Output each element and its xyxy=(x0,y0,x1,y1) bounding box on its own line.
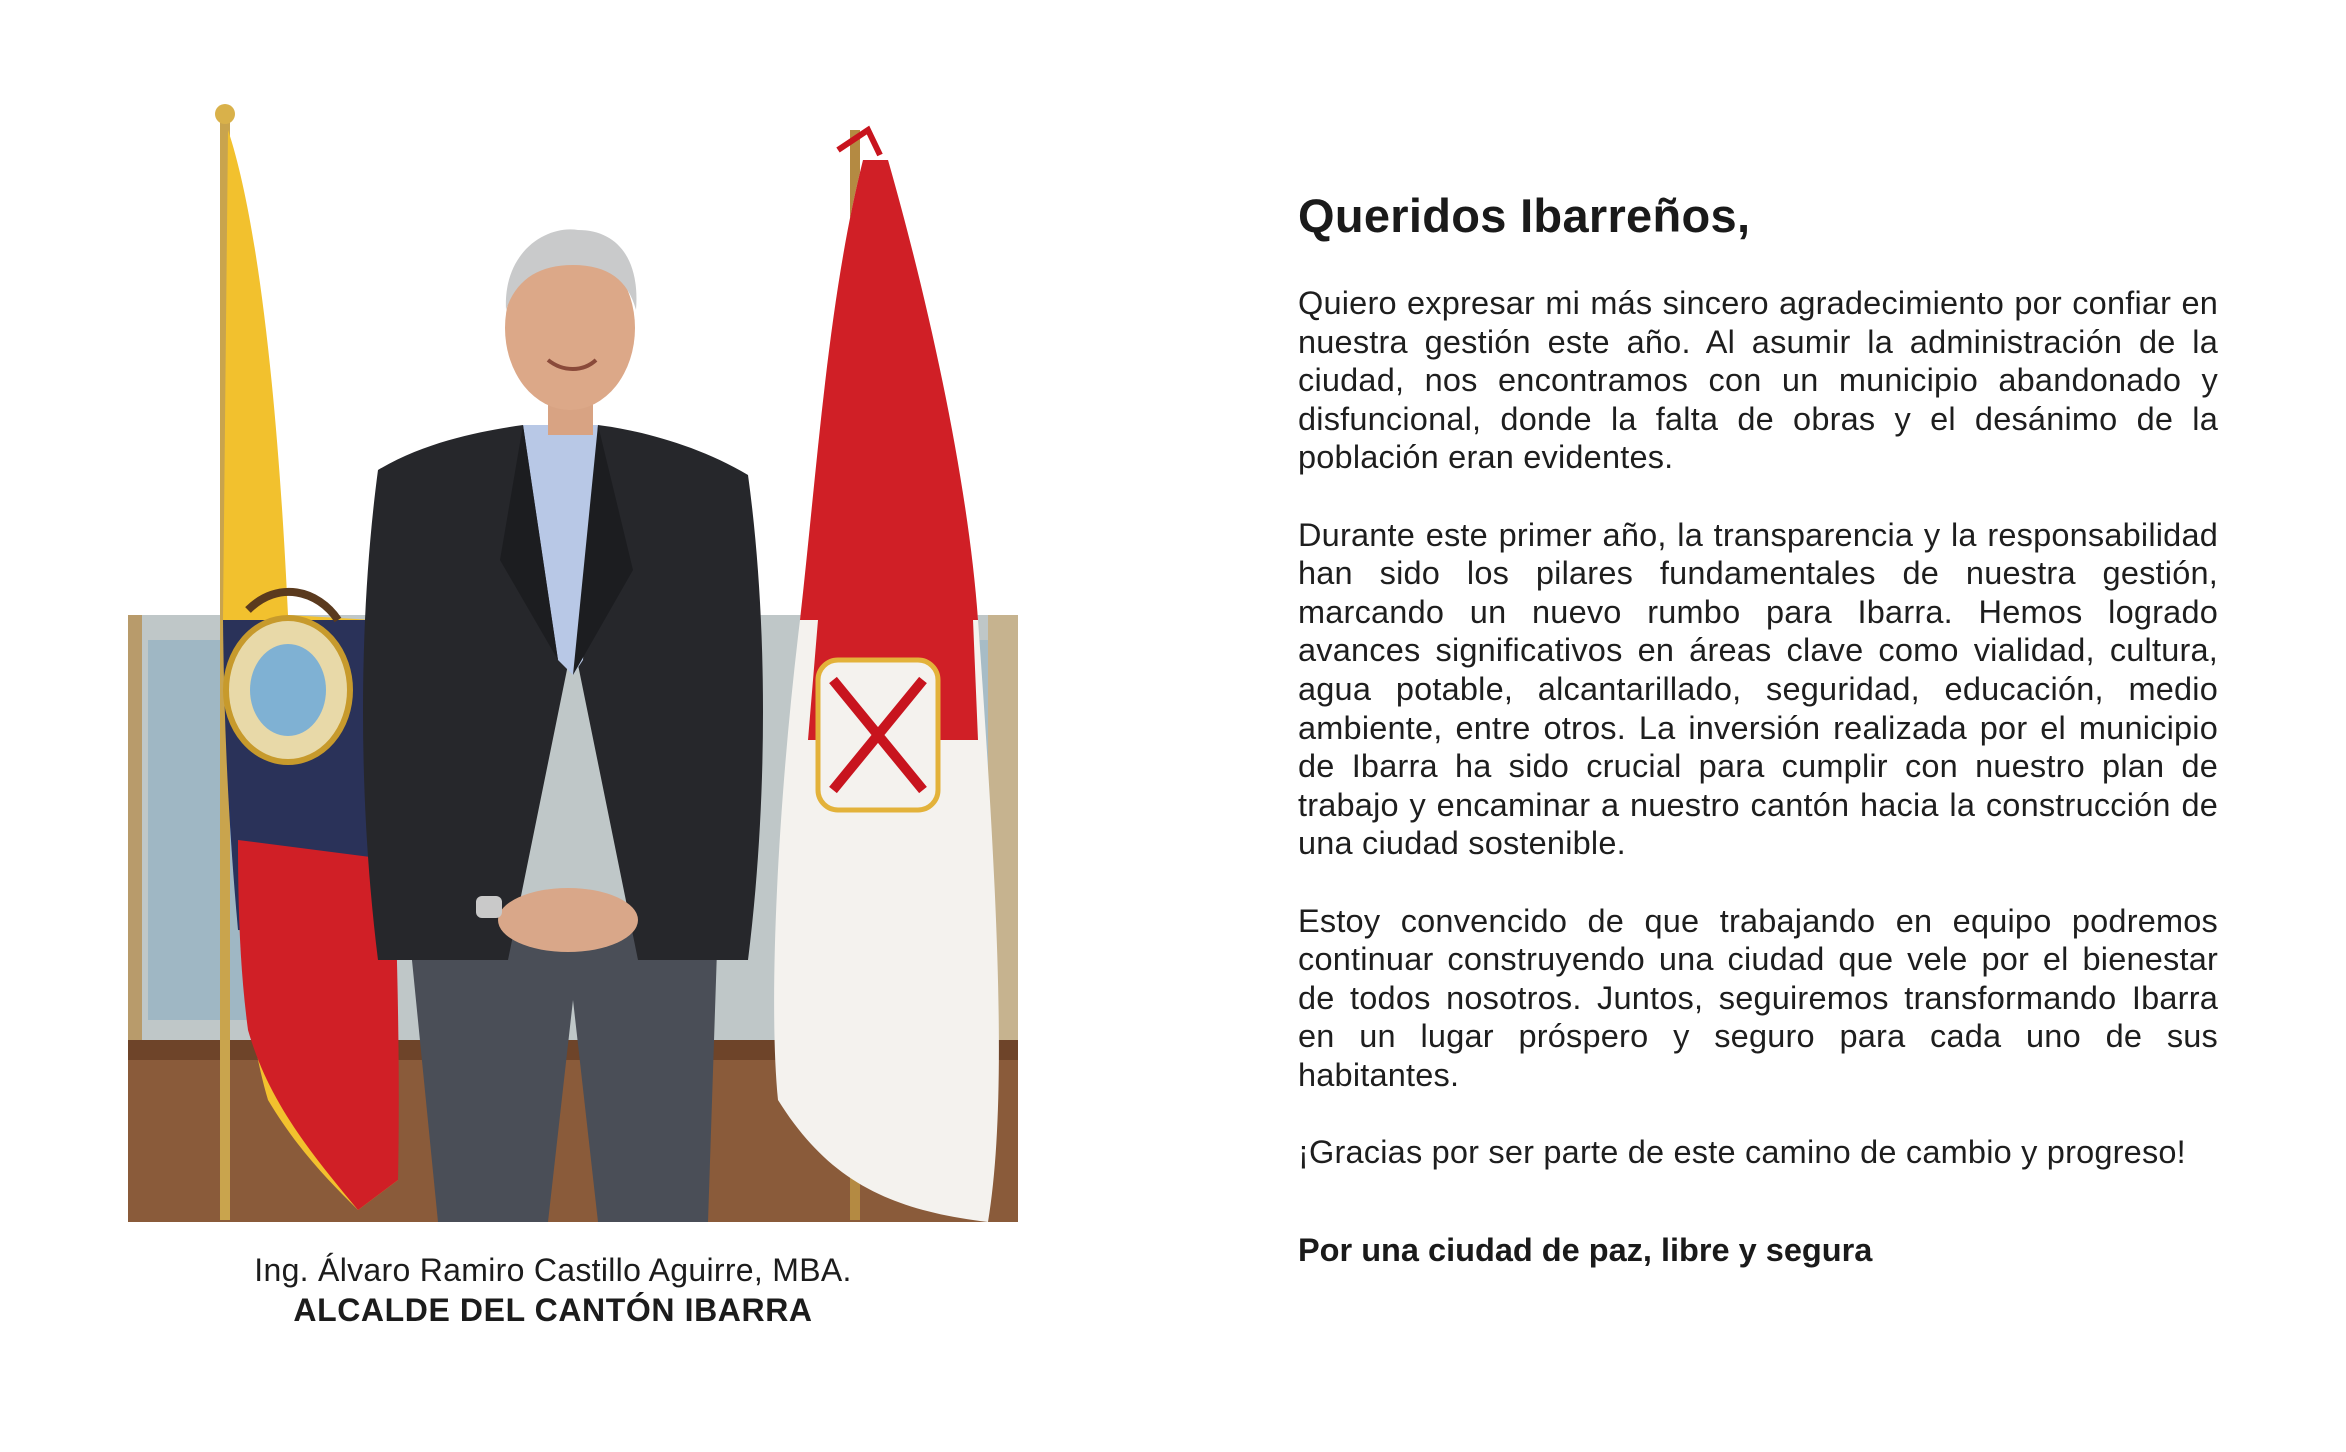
mayor-name: Ing. Álvaro Ramiro Castillo Aguirre, MBA. xyxy=(254,1252,852,1288)
letter-paragraph: Estoy convencido de que trabajando en equipo podremos continuar construyendo una ciudad que vele por el bienestar de todos nosotros. Juntos, seguiremos transformando Ibarra en un lugar próspero y seguro para cada uno de sus habitantes. xyxy=(1298,902,2218,1093)
letter-paragraph: ¡Gracias por ser parte de este camino de cambio y progreso! xyxy=(1298,1134,2186,1171)
mayor-title: ALCALDE DEL CANTÓN IBARRA xyxy=(293,1292,813,1328)
portrait-caption xyxy=(128,1250,978,1330)
ibarra-flag xyxy=(774,130,999,1222)
letter-greeting: Queridos Ibarreños, xyxy=(1298,189,1751,242)
letter-body xyxy=(1298,186,2218,1270)
letter-paragraph: Quiero expresar mi más sincero agradecimiento por confiar en nuestra gestión este año. Al asumir la administración de la ciudad, nos encontramos con un municipio abandonado y disfuncional, donde la falta de obras y el desánimo de la población eran evidentes. xyxy=(1298,285,2218,476)
letter-paragraph: Durante este primer año, la transparencia y la responsabilidad han sido los pilares fundamentales de nuestra gestión, marcando un nuevo rumbo para Ibarra. Hemos logrado avances significativos en áreas clave como vialidad, cultura, agua potable, alcantarillado, seguridad, educación, medio ambiente, entre otros. La inversión realizada por el municipio de Ibarra ha sido crucial para cumplir con nuestro plan de trabajo y encaminar a nuestro cantón hacia la construcción de una ciudad sostenible. xyxy=(1298,516,2218,862)
mayor-portrait-photo xyxy=(128,100,1018,1222)
letter-slogan: Por una ciudad de paz, libre y segura xyxy=(1298,1231,1873,1268)
